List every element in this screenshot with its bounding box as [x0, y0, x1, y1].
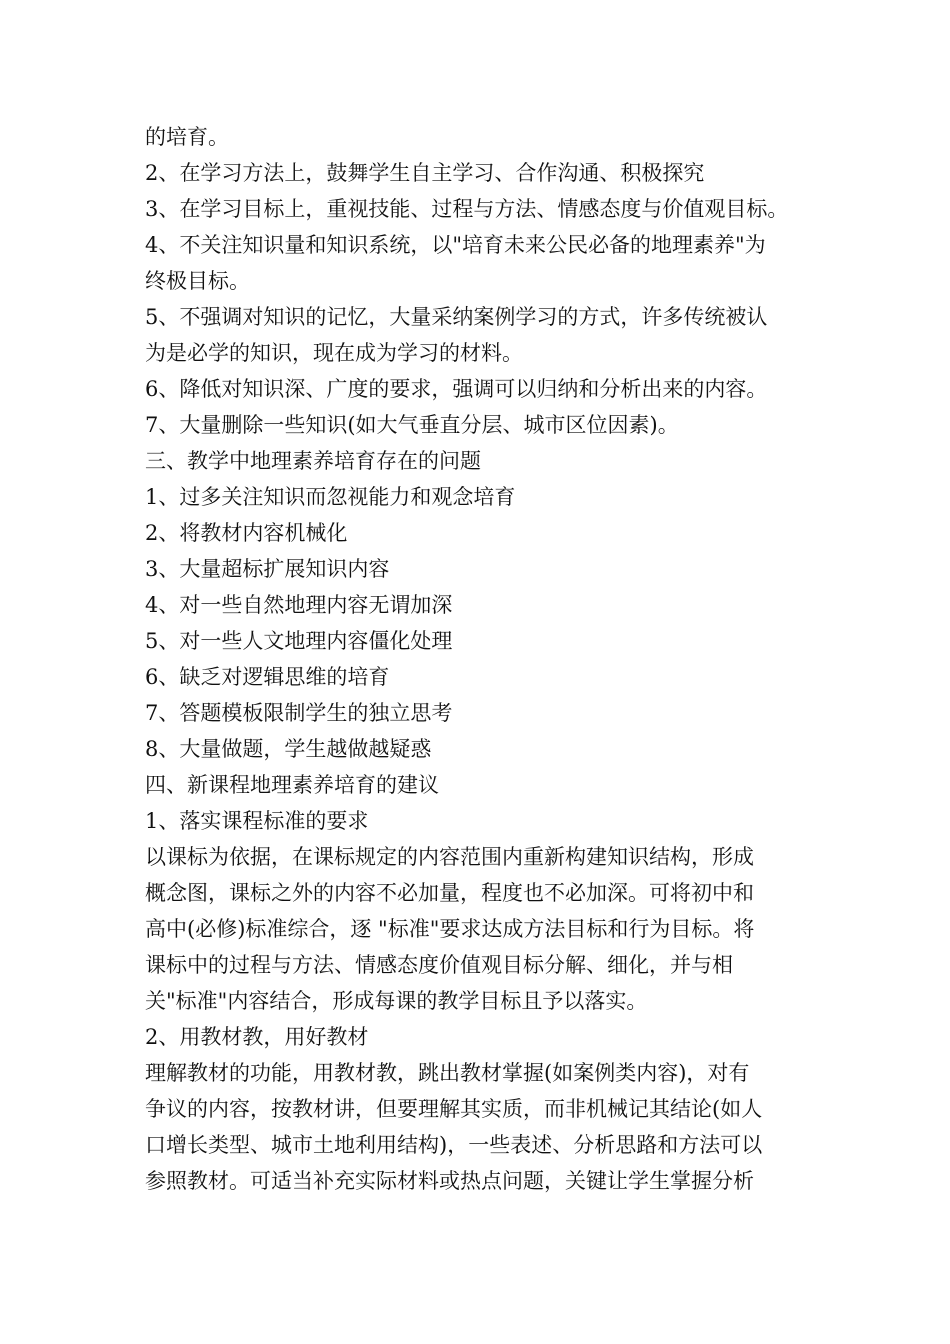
subsection-heading: 2、用教材教，用好教材 — [145, 1025, 369, 1049]
text-line: 4、不关注知识量和知识系统，以"培育未来公民必备的地理素养"为 — [145, 233, 766, 257]
section-heading: 三、教学中地理素养培育存在的问题 — [145, 449, 481, 473]
text-line: 5、不强调对知识的记忆，大量采纳案例学习的方式，许多传统被认 — [145, 305, 768, 329]
paragraph-line: 口增长类型、城市土地利用结构)，一些表述、分析思路和方法可以 — [145, 1133, 763, 1157]
text-line: 为是必学的知识，现在成为学习的材料。 — [145, 341, 523, 365]
list-item: 6、缺乏对逻辑思维的培育 — [145, 665, 390, 689]
paragraph-line: 以课标为依据，在课标规定的内容范围内重新构建知识结构，形成 — [145, 845, 754, 869]
paragraph-line: 高中(必修)标准综合，逐 "标准"要求达成方法目标和行为目标。将 — [145, 917, 755, 941]
section-heading: 四、新课程地理素养培育的建议 — [145, 773, 439, 797]
list-item: 5、对一些人文地理内容僵化处理 — [145, 629, 453, 653]
list-item: 4、对一些自然地理内容无谓加深 — [145, 593, 453, 617]
text-line: 2、在学习方法上，鼓舞学生自主学习、合作沟通、积极探究 — [145, 161, 705, 185]
paragraph-line: 参照教材。可适当补充实际材料或热点问题，关键让学生掌握分析 — [145, 1169, 754, 1193]
text-line: 的培育。 — [145, 125, 229, 149]
list-item: 7、答题模板限制学生的独立思考 — [145, 701, 453, 725]
list-item: 1、过多关注知识而忽视能力和观念培育 — [145, 485, 516, 509]
text-line: 7、大量删除一些知识(如大气垂直分层、城市区位因素)。 — [145, 413, 679, 437]
text-line: 3、在学习目标上，重视技能、过程与方法、情感态度与价值观目标。 — [145, 197, 789, 221]
text-line: 6、降低对知识深、广度的要求，强调可以归纳和分析出来的内容。 — [145, 377, 768, 401]
text-line: 终极目标。 — [145, 269, 250, 293]
paragraph-line: 理解教材的功能，用教材教，跳出教材掌握(如案例类内容)，对有 — [145, 1061, 750, 1085]
list-item: 2、将教材内容机械化 — [145, 521, 348, 545]
list-item: 3、大量超标扩展知识内容 — [145, 557, 390, 581]
paragraph-line: 概念图，课标之外的内容不必加量，程度也不必加深。可将初中和 — [145, 881, 754, 905]
subsection-heading: 1、落实课程标准的要求 — [145, 809, 369, 833]
paragraph-line: 关"标准"内容结合，形成每课的教学目标且予以落实。 — [145, 989, 648, 1013]
list-item: 8、大量做题，学生越做越疑惑 — [145, 737, 432, 761]
paragraph-line: 争议的内容，按教材讲，但要理解其实质，而非机械记其结论(如人 — [145, 1097, 763, 1121]
paragraph-line: 课标中的过程与方法、情感态度价值观目标分解、细化，并与相 — [145, 953, 733, 977]
document-body — [145, 119, 815, 1199]
